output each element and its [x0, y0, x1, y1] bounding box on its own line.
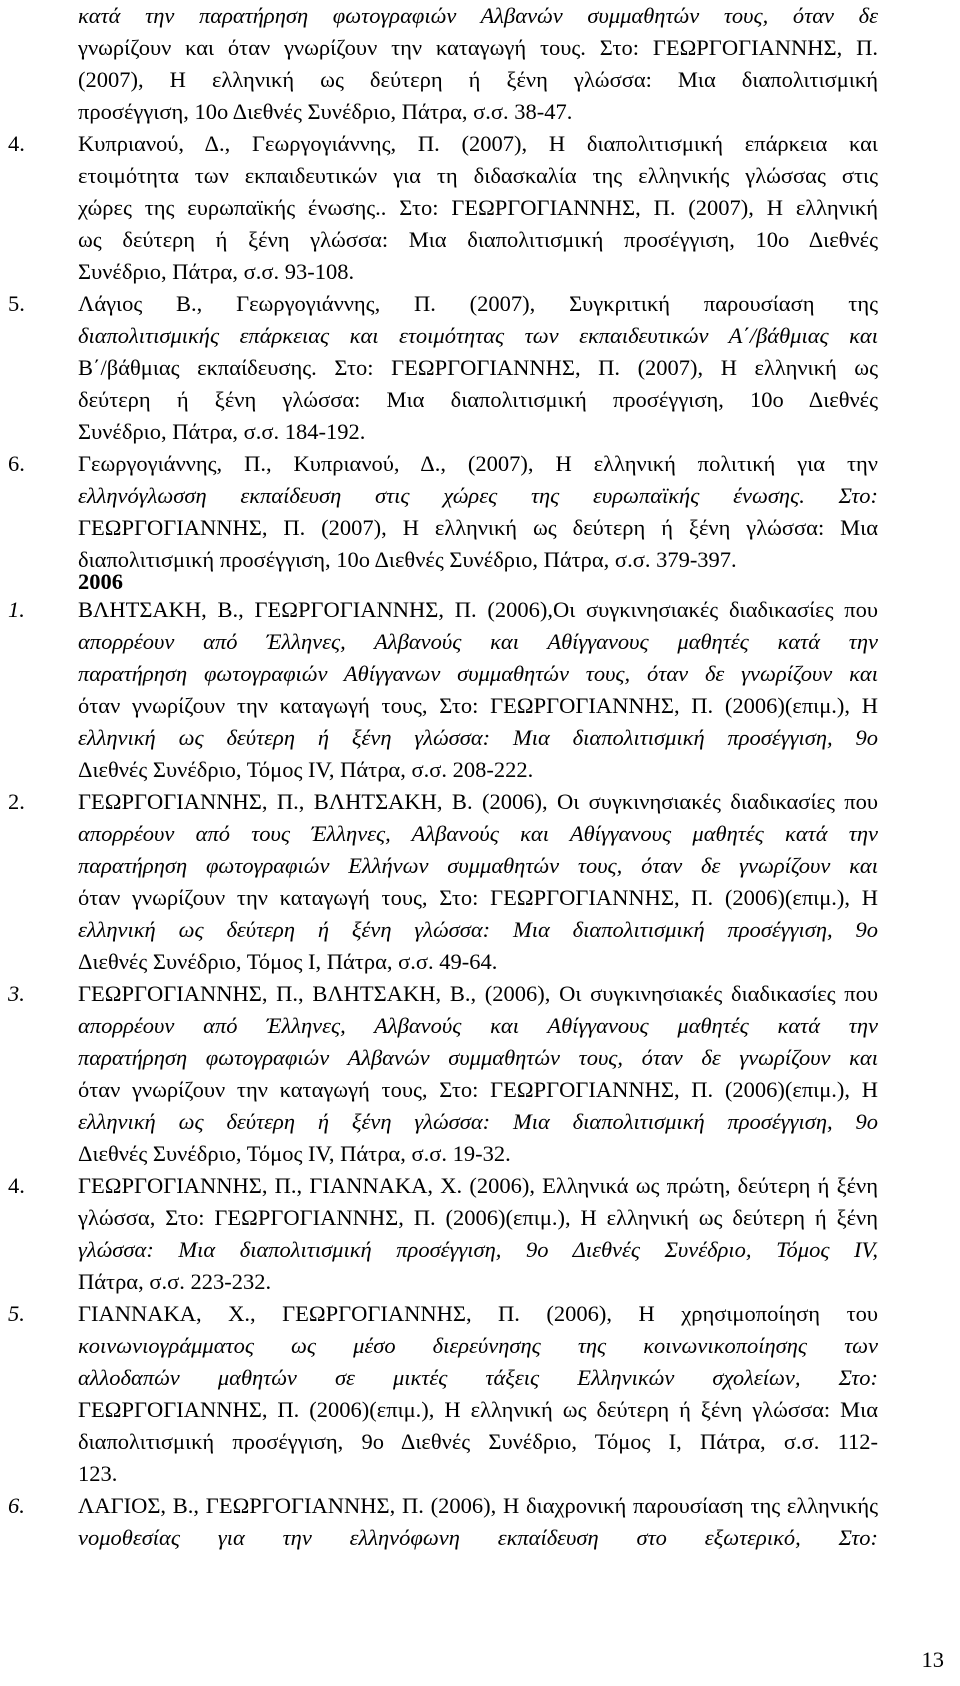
ref-line: ως δεύτερη ή ξένη γλώσσα: Μια διαπολιτισμική προσέγγιση, 10ο Διεθνές	[78, 227, 878, 252]
reference-2006-5	[8, 1298, 878, 1490]
ref-line: 123.	[78, 1461, 118, 1486]
ref-line: ετοιμότητα των εκπαιδευτικών για τη διδασκαλία της ελληνικής γλώσσας στις	[78, 163, 878, 188]
ref-line: Κυπριανού, Δ., Γεωργογιάννης, Π. (2007), Η διαπολιτισμική επάρκεια και	[78, 131, 878, 156]
ref-line: προσέγγιση, 10ο Διεθνές Συνέδριο, Πάτρα, σ.σ. 38-47.	[78, 99, 573, 124]
reference-number: 3.	[8, 981, 25, 1006]
ref-line: γλώσσα, Στο: ΓΕΩΡΓΟΓΙΑΝΝΗΣ, Π. (2006)(επιμ.), Η ελληνική ως δεύτερη ή ξένη	[78, 1205, 878, 1230]
reference-2006-3	[8, 978, 878, 1170]
reference-number: 6.	[8, 1493, 25, 1518]
ref-line: διαπολιτισμική προσέγγιση, 9ο Διεθνές Συνέδριο, Τόμος Ι, Πάτρα, σ.σ. 112-	[78, 1429, 878, 1454]
reference-number: 4.	[8, 1173, 25, 1198]
ref-line: ελληνική ως δεύτερη ή ξένη γλώσσα: Μια διαπολιτισμική προσέγγιση, 9ο	[78, 725, 878, 750]
ref-line: ΓΕΩΡΓΟΓΙΑΝΝΗΣ, Π., ΒΛΗΤΣΑΚΗ, Β. (2006), Οι συγκινησιακές διαδικασίες που	[78, 789, 878, 814]
ref-line: απορρέουν από Έλληνες, Αλβανούς και Αθίγγανους μαθητές κατά την	[78, 629, 878, 654]
reference-continuation	[78, 0, 878, 128]
ref-line: απορρέουν από τους Έλληνες, Αλβανούς και Αθίγγανους μαθητές κατά την	[78, 821, 878, 846]
ref-line: νομοθεσίας για την ελληνόφωνη εκπαίδευση στο εξωτερικό, Στο:	[78, 1525, 878, 1550]
reference-2006-2	[8, 786, 878, 978]
ref-line: Διεθνές Συνέδριο, Τόμος Ι, Πάτρα, σ.σ. 49-64.	[78, 949, 498, 974]
ref-line: Διεθνές Συνέδριο, Τόμος IV, Πάτρα, σ.σ. 19-32.	[78, 1141, 511, 1166]
ref-line: δεύτερη ή ξένη γλώσσα: Μια διαπολιτισμική προσέγγιση, 10ο Διεθνές	[78, 387, 878, 412]
year-heading: 2006	[78, 569, 123, 594]
ref-line: ΛΑΓΙΟΣ, Β., ΓΕΩΡΓΟΓΙΑΝΝΗΣ, Π. (2006), Η διαχρονική παρουσίαση της ελληνικής	[78, 1493, 878, 1518]
ref-line: Λάγιος Β., Γεωργογιάννης, Π. (2007), Συγκριτική παρουσίαση της	[78, 291, 878, 316]
ref-line: διαπολιτισμική προσέγγιση, 10ο Διεθνές Συνέδριο, Πάτρα, σ.σ. 379-397.	[78, 547, 737, 572]
ref-line: παρατήρηση φωτογραφιών Αλβανών συμμαθητών τους, όταν δε γνωρίζουν και	[78, 1045, 878, 1070]
ref-line: απορρέουν από Έλληνες, Αλβανούς και Αθίγγανους μαθητές κατά την	[78, 1013, 878, 1038]
ref-line: παρατήρηση φωτογραφιών Ελλήνων συμμαθητών τους, όταν δε γνωρίζουν και	[78, 853, 878, 878]
ref-line: Συνέδριο, Πάτρα, σ.σ. 93-108.	[78, 259, 355, 284]
ref-line: Διεθνές Συνέδριο, Τόμος IV, Πάτρα, σ.σ. 208-222.	[78, 757, 534, 782]
reference-2007-4	[8, 128, 878, 288]
ref-line: αλλοδαπών μαθητών σε μικτές τάξεις Ελληνικών σχολείων, Στο:	[78, 1365, 878, 1390]
page-number: 13	[921, 1647, 944, 1672]
ref-line: όταν γνωρίζουν την καταγωγή τους, Στο: ΓΕΩΡΓΟΓΙΑΝΝΗΣ, Π. (2006)(επιμ.), Η	[78, 1077, 878, 1102]
ref-line: Συνέδριο, Πάτρα, σ.σ. 184-192.	[78, 419, 366, 444]
reference-number: 5.	[8, 1301, 25, 1326]
reference-number: 2.	[8, 789, 25, 814]
ref-line: γνωρίζουν και όταν γνωρίζουν την καταγωγή τους. Στο: ΓΕΩΡΓΟΓΙΑΝΝΗΣ, Π.	[78, 35, 878, 60]
ref-line: ΓΕΩΡΓΟΓΙΑΝΝΗΣ, Π., ΒΛΗΤΣΑΚΗ, Β., (2006), Οι συγκινησιακές διαδικασίες που	[78, 981, 878, 1006]
ref-line: παρατήρηση φωτογραφιών Αθίγγανων συμμαθητών τους, όταν δε γνωρίζουν και	[78, 661, 878, 686]
reference-2006-1	[8, 594, 878, 786]
ref-line: Γεωργογιάννης, Π., Κυπριανού, Δ., (2007), Η ελληνική πολιτική για την	[78, 451, 878, 476]
reference-number: 6.	[8, 451, 25, 476]
ref-line: διαπολιτισμικής επάρκειας και ετοιμότητας των εκπαιδευτικών Α΄/βάθμιας και	[78, 323, 878, 348]
reference-2007-5	[8, 288, 878, 448]
ref-line: χώρες της ευρωπαϊκής ένωσης.. Στο: ΓΕΩΡΓΟΓΙΑΝΝΗΣ, Π. (2007), Η ελληνική	[78, 195, 878, 220]
ref-line: Β΄/βάθμιας εκπαίδευσης. Στο: ΓΕΩΡΓΟΓΙΑΝΝΗΣ, Π. (2007), Η ελληνική ως	[78, 355, 878, 380]
ref-line: (2007), Η ελληνική ως δεύτερη ή ξένη γλώσσα: Μια διαπολιτισμική	[78, 67, 878, 92]
ref-line: ελληνόγλωσση εκπαίδευση στις χώρες της ευρωπαϊκής ένωσης. Στο:	[78, 483, 878, 508]
ref-line: ΓΕΩΡΓΟΓΙΑΝΝΗΣ, Π. (2007), Η ελληνική ως δεύτερη ή ξένη γλώσσα: Μια	[78, 515, 878, 540]
ref-line: ελληνική ως δεύτερη ή ξένη γλώσσα: Μια διαπολιτισμική προσέγγιση, 9ο	[78, 1109, 878, 1134]
ref-line: ΓΙΑΝΝΑΚΑ, Χ., ΓΕΩΡΓΟΓΙΑΝΝΗΣ, Π. (2006), Η χρησιμοποίηση του	[78, 1301, 878, 1326]
ref-line: κοινωνιογράμματος ως μέσο διερεύνησης της κοινωνικοποίησης των	[78, 1333, 878, 1358]
reference-number: 1.	[8, 597, 25, 622]
reference-2007-6	[8, 448, 878, 576]
reference-number: 5.	[8, 291, 25, 316]
reference-2006-4	[8, 1170, 878, 1298]
ref-line: όταν γνωρίζουν την καταγωγή τους, Στο: ΓΕΩΡΓΟΓΙΑΝΝΗΣ, Π. (2006)(επιμ.), Η	[78, 693, 878, 718]
reference-2006-6	[8, 1490, 878, 1554]
ref-line: γλώσσα: Μια διαπολιτισμική προσέγγιση, 9ο Διεθνές Συνέδριο, Τόμος IV,	[78, 1237, 878, 1262]
ref-line: όταν γνωρίζουν την καταγωγή τους, Στο: ΓΕΩΡΓΟΓΙΑΝΝΗΣ, Π. (2006)(επιμ.), Η	[78, 885, 878, 910]
ref-line: ελληνική ως δεύτερη ή ξένη γλώσσα: Μια διαπολιτισμική προσέγγιση, 9ο	[78, 917, 878, 942]
ref-line: Πάτρα, σ.σ. 223-232.	[78, 1269, 272, 1294]
ref-line: ΓΕΩΡΓΟΓΙΑΝΝΗΣ, Π., ΓΙΑΝΝΑΚΑ, Χ. (2006), Ελληνικά ως πρώτη, δεύτερη ή ξένη	[78, 1173, 878, 1198]
reference-number: 4.	[8, 131, 25, 156]
ref-line: ΓΕΩΡΓΟΓΙΑΝΝΗΣ, Π. (2006)(επιμ.), Η ελληνική ως δεύτερη ή ξένη γλώσσα: Μια	[78, 1397, 878, 1422]
ref-line: κατά την παρατήρηση φωτογραφιών Αλβανών συμμαθητών τους, όταν δε	[78, 3, 878, 28]
ref-line: ΒΛΗΤΣΑΚΗ, Β., ΓΕΩΡΓΟΓΙΑΝΝΗΣ, Π. (2006),Οι συγκινησιακές διαδικασίες που	[78, 597, 878, 622]
